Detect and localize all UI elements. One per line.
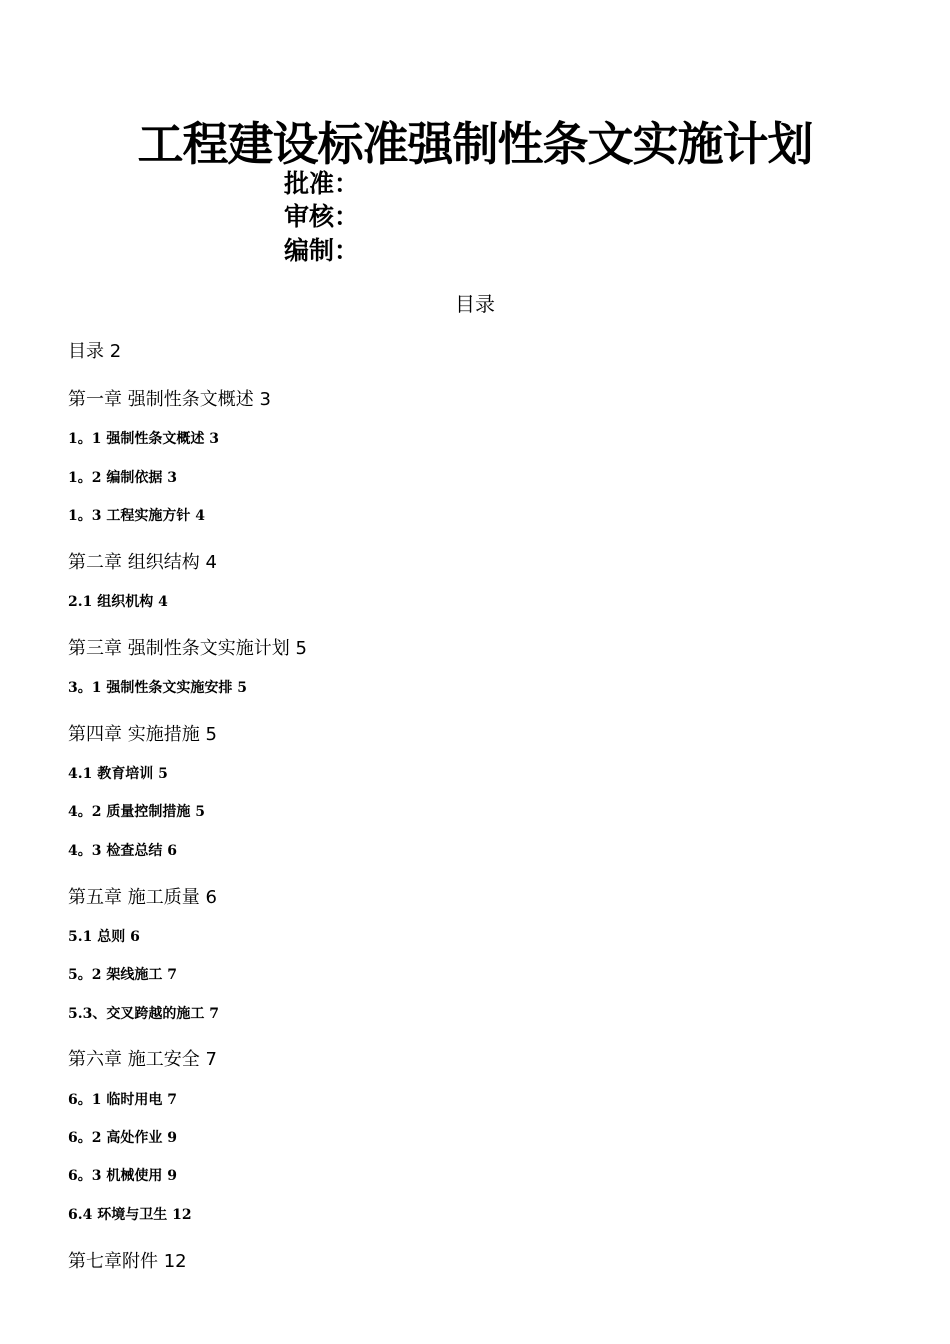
approval-approve-label: 批准： <box>284 169 360 198</box>
approval-compile-label: 编制： <box>284 236 360 265</box>
toc-entry[interactable]: 6。3 机械使用 9 <box>68 1168 177 1184</box>
approval-review-label: 审核： <box>284 202 360 231</box>
toc-entry[interactable]: 5。2 架线施工 7 <box>68 967 177 983</box>
document-title: 工程建设标准强制性条文实施计划 <box>137 117 813 171</box>
toc-entry[interactable]: 第四章 实施措施 5 <box>68 724 217 745</box>
toc-entry[interactable]: 4.1 教育培训 5 <box>68 766 168 782</box>
toc-entry[interactable]: 6.4 环境与卫生 12 <box>68 1207 192 1223</box>
toc-entry[interactable]: 5.3、交叉跨越的施工 7 <box>68 1006 219 1022</box>
toc-entry[interactable]: 目录 2 <box>68 341 122 362</box>
toc-entry[interactable]: 第三章 强制性条文实施计划 5 <box>68 638 307 659</box>
toc-entry[interactable]: 4。2 质量控制措施 5 <box>68 804 205 820</box>
toc-entry[interactable]: 3。1 强制性条文实施安排 5 <box>68 680 247 696</box>
toc-entry[interactable]: 6。2 高处作业 9 <box>68 1130 177 1146</box>
toc-heading: 目录 <box>455 292 495 316</box>
toc-entry[interactable]: 第七章附件 12 <box>68 1251 187 1272</box>
toc-entry[interactable]: 2.1 组织机构 4 <box>68 594 168 610</box>
toc-entry[interactable]: 5.1 总则 6 <box>68 929 140 945</box>
toc-entry[interactable]: 第二章 组织结构 4 <box>68 552 217 573</box>
toc-entry[interactable]: 4。3 检查总结 6 <box>68 843 177 859</box>
toc-entry[interactable]: 6。1 临时用电 7 <box>68 1092 177 1108</box>
toc-entry[interactable]: 第六章 施工安全 7 <box>68 1049 217 1070</box>
toc-entry[interactable]: 1。2 编制依据 3 <box>68 470 177 486</box>
toc-entry[interactable]: 第一章 强制性条文概述 3 <box>68 389 271 410</box>
toc-entry[interactable]: 第五章 施工质量 6 <box>68 887 217 908</box>
toc-entry[interactable]: 1。3 工程实施方针 4 <box>68 508 205 524</box>
toc-entry[interactable]: 1。1 强制性条文概述 3 <box>68 431 219 447</box>
